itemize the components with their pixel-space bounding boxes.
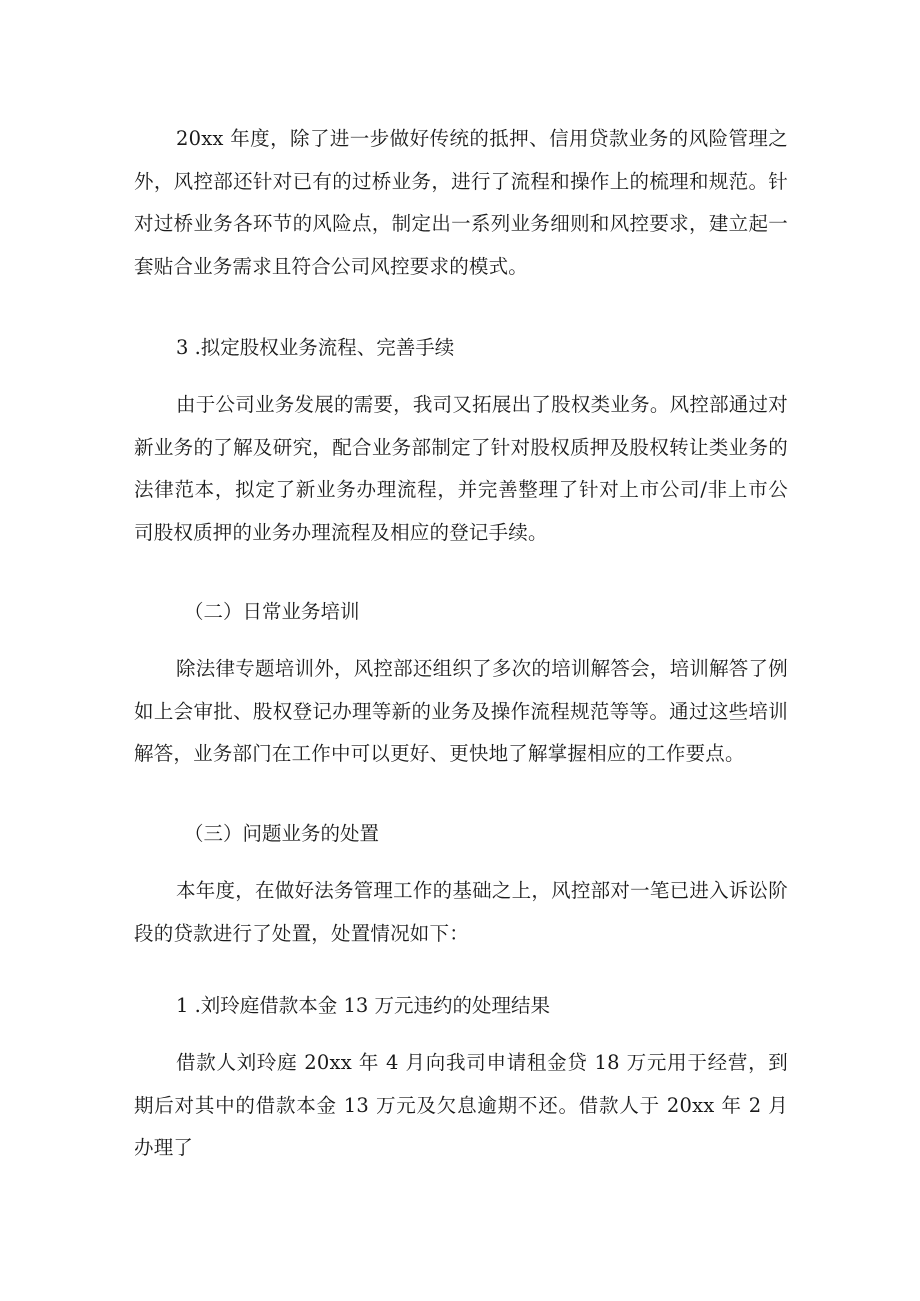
heading-daily-training: （二）日常业务培训 <box>184 600 360 623</box>
paragraph-bridge-loan-risk: 20xx 年度，除了进一步做好传统的抵押、信用贷款业务的风险管理之外，风控部还针对已有的过桥业务，进行了流程和操作上的梳理和规范。针对过桥业务各环节的风险点，制定出一系列业务细则和风控要求，建立起一套贴合业务需求且符合公司风控要求的模式。 <box>134 127 788 278</box>
paragraph-problem-business: 本年度，在做好法务管理工作的基础之上，风控部对一笔已进入诉讼阶段的贷款进行了处置，处置情况如下： <box>134 879 788 945</box>
paragraph-equity-business: 由于公司业务发展的需要，我司又拓展出了股权类业务。风控部通过对新业务的了解及研究，配合业务部制定了针对股权质押及股权转让类业务的法律范本，拟定了新业务办理流程，并完善整理了针对上市公司/非上市公司股权质押的业务办理流程及相应的登记手续。 <box>134 393 788 544</box>
heading-liu-lingting-case: 1 .刘玲庭借款本金 13 万元违约的处理结果 <box>176 994 551 1017</box>
paragraph-training: 除法律专题培训外，风控部还组织了多次的培训解答会，培训解答了例如上会审批、股权登记办理等新的业务及操作流程规范等等。通过这些培训解答，业务部门在工作中可以更好、更快地了解掌握相应的工作要点。 <box>134 657 788 766</box>
paragraph-liu-lingting-case: 借款人刘玲庭 20xx 年 4 月向我司申请租金贷 18 万元用于经营，到期后对其中的借款本金 13 万元及欠息逾期不还。借款人于 20xx 年 2 月办理了 <box>134 1051 788 1160</box>
heading-equity-business-process: 3 .拟定股权业务流程、完善手续 <box>176 336 455 359</box>
heading-problem-business: （三）问题业务的处置 <box>184 822 380 845</box>
